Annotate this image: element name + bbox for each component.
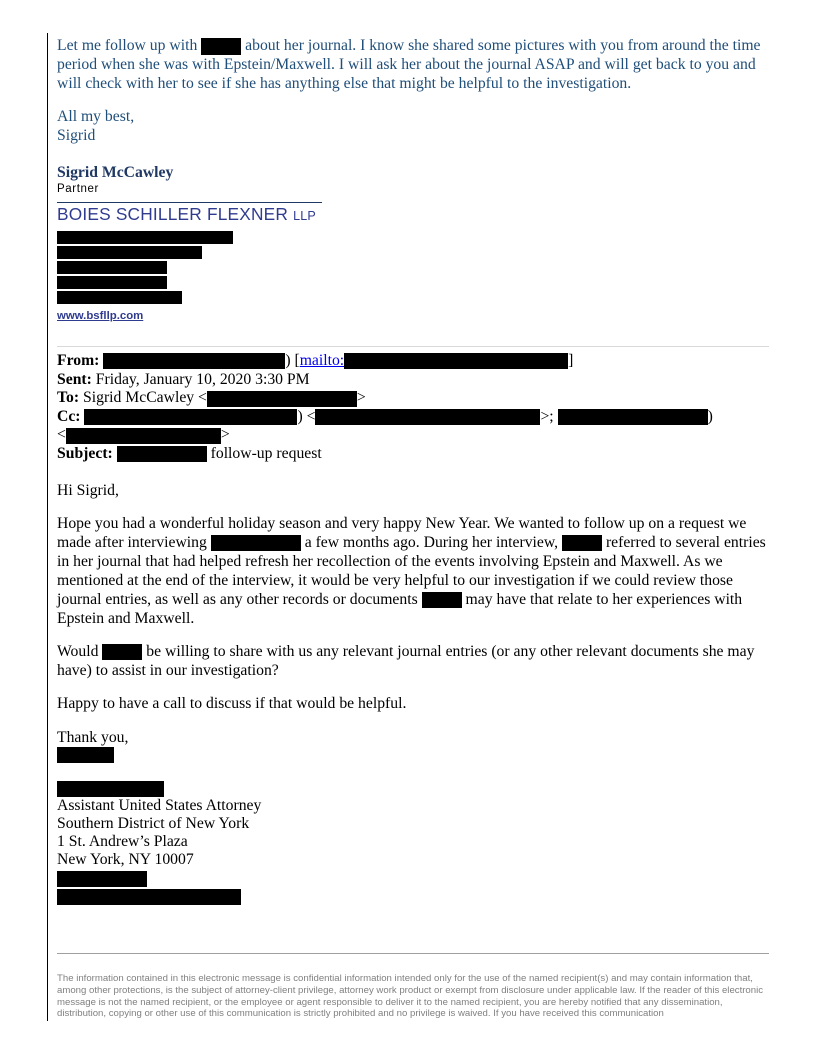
redaction (315, 409, 540, 425)
sender-street: 1 St. Andrew’s Plaza (57, 833, 188, 850)
redaction (57, 747, 114, 763)
to-line: To: Sigrid McCawley < > (57, 389, 366, 407)
sender-signature (57, 729, 457, 905)
redaction (422, 592, 462, 608)
redaction (57, 231, 233, 244)
redaction (57, 291, 182, 304)
reply-closing: All my best, (57, 108, 135, 125)
email-header (57, 352, 769, 464)
redaction (57, 871, 147, 887)
signature-title: Partner (57, 183, 99, 195)
footer-separator (57, 953, 769, 954)
header-separator (57, 346, 769, 347)
firm-logo: BOIES SCHILLER FLEXNER LLP (57, 204, 316, 224)
redaction (102, 644, 142, 660)
redaction (117, 446, 207, 462)
reply-message (57, 36, 769, 145)
redaction (57, 889, 241, 905)
redaction (57, 781, 164, 797)
body-paragraph: Hope you had a wonderful holiday season and very happy New Year. We wanted to follow up on a request we made after interviewing a few months ago. During her interview, referred to several entries in her journal that had helped refresh her recollection of the events involving Epstein and Maxwell. As we mentioned at the end of the interview, it would be very helpful to our investigation if we could review those journal entries, as well as any other records or documents may have that relate to her experiences with Epstein and Maxwell. (57, 515, 766, 627)
sender-office: Southern District of New York (57, 815, 250, 832)
redaction (66, 428, 221, 444)
sent-line: Sent: Friday, January 10, 2020 3:30 PM (57, 370, 310, 388)
email-body (57, 481, 769, 727)
sender-city: New York, NY 10007 (57, 851, 194, 868)
redaction (207, 391, 357, 407)
quote-bar (47, 33, 48, 1021)
signature-name: Sigrid McCawley (57, 164, 174, 181)
closing-thanks: Thank you, (57, 729, 129, 746)
redaction (344, 353, 568, 369)
redaction (562, 535, 602, 551)
redaction (103, 353, 285, 369)
from-line: From: ) [mailto: ] (57, 352, 574, 369)
reply-paragraph: Let me follow up with about her journal. I know she shared some pictures with you from around the time period when she was with Epstein/Maxwell. I will ask her about the journal ASAP and will get back to you and will check with her to see if she has anything else that might be helpful to the investigation. (57, 37, 761, 92)
redaction (57, 261, 167, 274)
cc-line-continued: < > (57, 426, 230, 444)
signature-block (57, 164, 457, 322)
subject-line: Subject: follow-up request (57, 444, 322, 462)
mailto-link[interactable]: mailto: (299, 352, 345, 369)
website-link[interactable]: www.bsfllp.com (57, 310, 144, 322)
redaction (558, 409, 708, 425)
body-paragraph: Would be willing to share with us any relevant journal entries (or any other relevant documents she may have) to assist in our investigation? (57, 643, 755, 679)
reply-signoff: Sigrid (57, 127, 96, 144)
redaction (84, 409, 297, 425)
sender-title: Assistant United States Attorney (57, 797, 262, 814)
redaction (211, 535, 301, 551)
redaction (201, 38, 241, 55)
redaction (57, 246, 202, 259)
cc-line: Cc: ) < >; ) (57, 407, 713, 425)
greeting: Hi Sigrid, (57, 482, 119, 499)
redaction (57, 276, 167, 289)
confidentiality-disclaimer: The information contained in this electronic message is confidential information intended only for the use of the named recipient(s) and may contain information that, among other protections, is the subject of attorney-client privilege, attorney work product or exempt from disclosure under applicable law. If the reader of this electronic message is not the named recipient, or the employee or agent responsible to deliver it to the named recipient, you are hereby notified that any dissemination, distribution, copying or other use of this communication is strictly prohibited and no privilege is waived. If you have received this communication (57, 973, 764, 1020)
body-paragraph: Happy to have a call to discuss if that would be helpful. (57, 695, 407, 712)
